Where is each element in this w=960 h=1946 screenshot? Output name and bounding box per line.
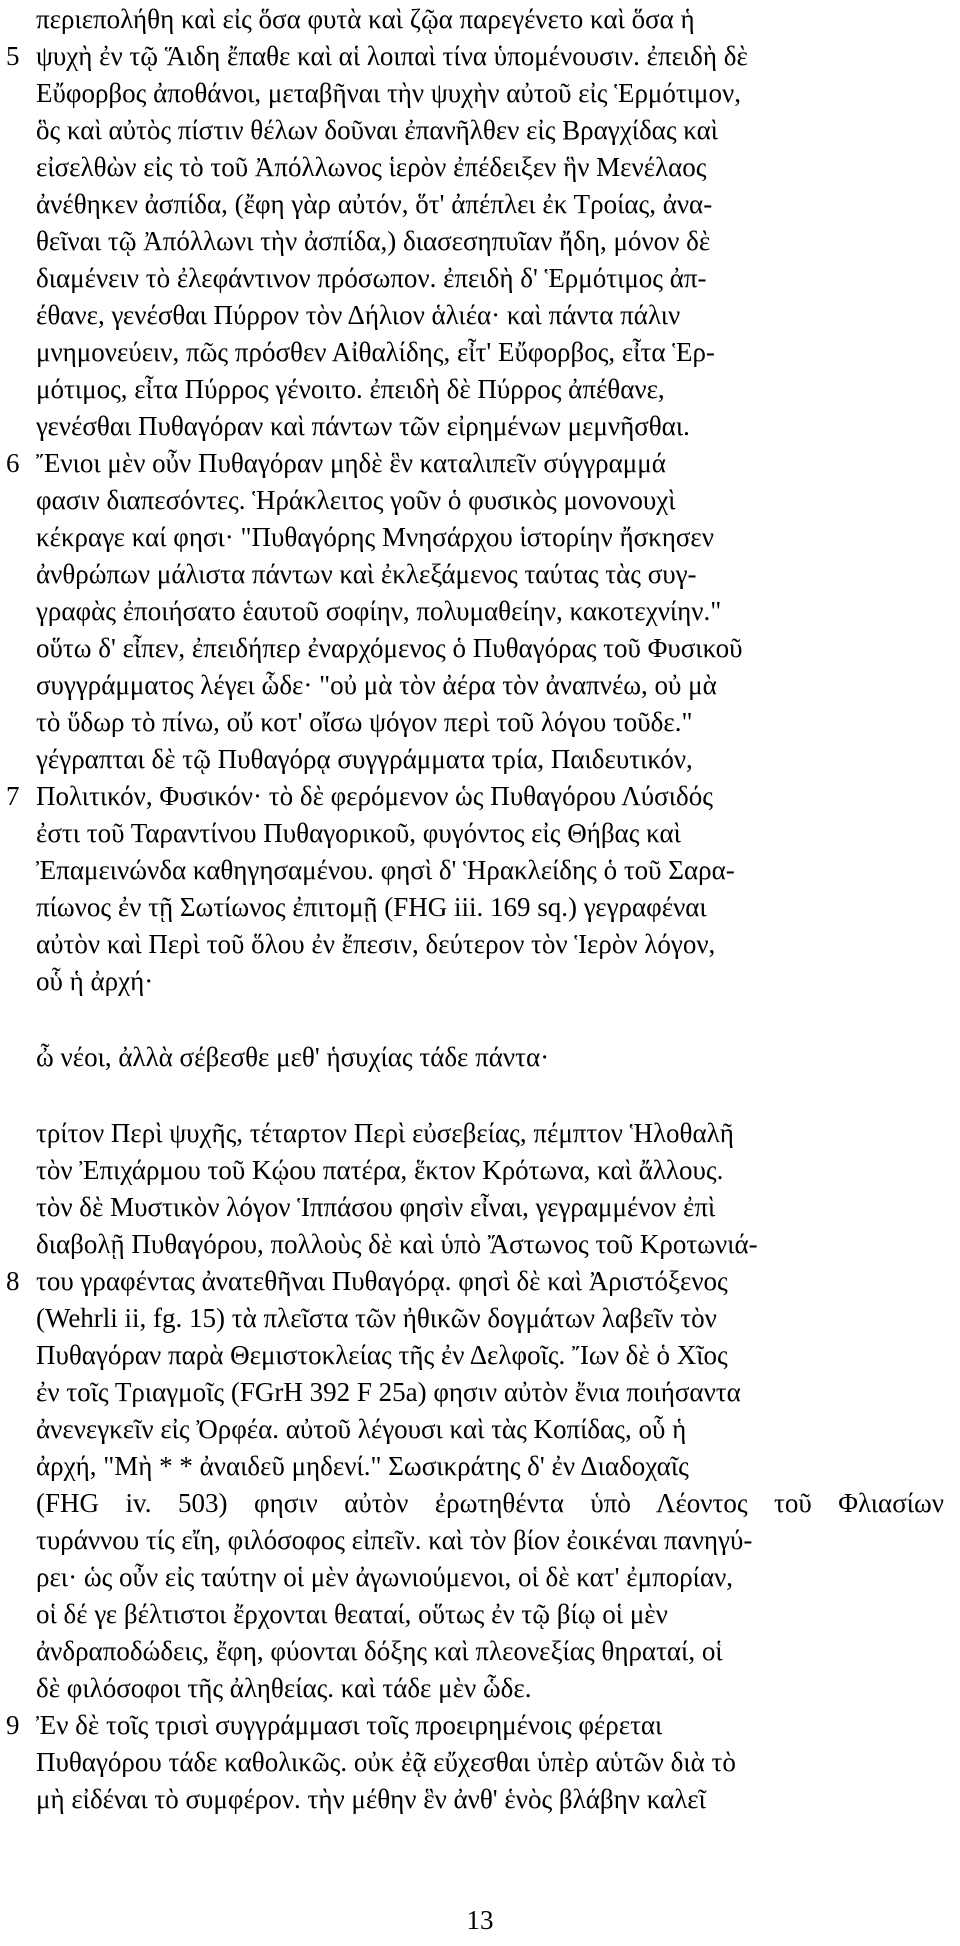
line-text: γενέσθαι Πυθαγόραν καὶ πάντων τῶν εἰρημένων μεμνῆσθαι. (36, 411, 690, 441)
line-text: εἰσελθὼν εἰς τὸ τοῦ Ἀπόλλωνος ἱερὸν ἐπέδειξεν ἣν Μενέλαος (36, 152, 707, 182)
text-line (36, 333, 956, 371)
text-line (36, 1484, 956, 1522)
line-text: ἀνθρώπων μάλιστα πάντων καὶ ἐκλεξάμενος ταύτας τὰς συγ- (36, 559, 697, 589)
line-text: του γραφέντας ἀνατεθῆναι Πυθαγόρᾳ. φησὶ δὲ καὶ Ἀριστόξενος (36, 1266, 728, 1296)
line-text: Ἐπαμεινώνδα καθηγησαμένου. φησὶ δ' Ἡρακλείδης ὁ τοῦ Σαρα- (36, 855, 735, 885)
text-line (36, 814, 956, 852)
text-line (36, 1336, 956, 1374)
text-line (36, 740, 956, 778)
text-line (6, 1262, 956, 1300)
text-line (36, 1780, 956, 1818)
text-line (36, 74, 956, 112)
line-text: οὕτω δ' εἶπεν, ἐπειδήπερ ἐναρχόμενος ὁ Πυθαγόρας τοῦ Φυσικοῦ (36, 633, 743, 663)
text-line (6, 1706, 956, 1744)
text-line (36, 1595, 956, 1633)
section-number: 6 (6, 448, 20, 478)
text-line (36, 0, 956, 38)
text-line (6, 444, 956, 482)
text-line (36, 666, 956, 704)
line-text: Εὔφορβος ἀποθάνοι, μεταβῆναι τὴν ψυχὴν αὐτοῦ εἰς Ἑρμότιμον, (36, 78, 741, 108)
text-line (6, 37, 956, 75)
line-text: (Wehrli ii, fg. 15) τὰ πλεῖστα τῶν ἠθικῶν δογμάτων λαβεῖν τὸν (36, 1303, 717, 1333)
line-text: μὴ εἰδέναι τὸ συμφέρον. τὴν μέθην ἓν ἀνθ' ἑνὸς βλάβην καλεῖ (36, 1784, 706, 1814)
text-line (36, 629, 956, 667)
line-text: διαμένειν τὸ ἐλεφάντινον πρόσωπον. ἐπειδὴ δ' Ἑρμότιμος ἀπ- (36, 263, 707, 293)
text-line (36, 1151, 956, 1189)
text-line (36, 296, 956, 334)
verse-line (36, 1038, 956, 1076)
text-line (36, 925, 956, 963)
section-number: 7 (6, 781, 20, 811)
text-line (36, 111, 956, 149)
text-line (36, 1410, 956, 1448)
text-line (36, 1632, 956, 1670)
line-text: Πολιτικόν, Φυσικόν· τὸ δὲ φερόμενον ὡς Πυθαγόρου Λύσιδός (36, 781, 713, 811)
line-text: περιεπολήθη καὶ εἰς ὅσα φυτὰ καὶ ζῷα παρεγένετο καὶ ὅσα ἡ (36, 4, 695, 34)
text-line (36, 1447, 956, 1485)
line-text: ἀνενεγκεῖν εἰς Ὀρφέα. αὐτοῦ λέγουσι καὶ τὰς Κοπίδας, οὗ ἡ (36, 1414, 687, 1444)
line-text: συγγράμματος λέγει ὧδε· "οὐ μὰ τὸν ἀέρα τὸν ἀναπνέω, οὐ μὰ (36, 670, 717, 700)
text-line (36, 1669, 956, 1707)
text-line (36, 851, 956, 889)
text-line (36, 1743, 956, 1781)
page-number: 13 (466, 1905, 494, 1935)
line-text: φασιν διαπεσόντες. Ἡράκλειτος γοῦν ὁ φυσικὸς μονονουχὶ (36, 485, 676, 515)
line-text: ρει· ὡς οὖν εἰς ταύτην οἱ μὲν ἀγωνιούμενοι, οἱ δὲ κατ' ἐμπορίαν, (36, 1562, 734, 1592)
text-line (36, 148, 956, 186)
text-line (36, 407, 956, 445)
line-text: ἀνδραποδώδεις, ἔφη, φύονται δόξης καὶ πλεονεξίας θηραταί, οἱ (36, 1636, 723, 1666)
text-line (36, 592, 956, 630)
line-text: Πυθαγόραν παρὰ Θεμιστοκλείας τῆς ἐν Δελφοῖς. Ἴων δὲ ὁ Χῖος (36, 1340, 728, 1370)
line-text: τὸν Ἐπιχάρμου τοῦ Κῴου πατέρα, ἕκτον Κρότωνα, καὶ ἄλλους. (36, 1155, 724, 1185)
text-line (36, 370, 956, 408)
line-text: διαβολῇ Πυθαγόρου, πολλοὺς δὲ καὶ ὑπὸ Ἄστωνος τοῦ Κροτωνιά- (36, 1229, 758, 1259)
line-text: τὸ ὕδωρ τὸ πίνω, οὔ κοτ' οἴσω ψόγον περὶ τοῦ λόγου τοῦδε." (36, 707, 693, 737)
line-text: πίωνος ἐν τῇ Σωτίωνος ἐπιτομῇ (FHG iii. 169 sq.) γεγραφέναι (36, 892, 707, 922)
text-line (36, 962, 956, 1000)
line-text: Πυθαγόρου τάδε καθολικῶς. οὐκ ἐᾷ εὔχεσθαι ὑπὲρ αὑτῶν διὰ τὸ (36, 1747, 736, 1777)
line-text: ψυχὴ ἐν τῷ Ἅιδη ἔπαθε καὶ αἱ λοιπαὶ τίνα ὑπομένουσιν. ἐπειδὴ δὲ (36, 41, 748, 71)
line-text: ὦ νέοι, ἀλλὰ σέβεσθε μεθ' ἡσυχίας τάδε πάντα· (36, 1042, 550, 1072)
line-text: έθανε, γενέσθαι Πύρρον τὸν Δήλιον ἁλιέα· καὶ πάντα πάλιν (36, 300, 681, 330)
text-line (36, 185, 956, 223)
text-line (36, 1114, 956, 1152)
text-line (36, 481, 956, 519)
line-text: οἱ δέ γε βέλτιστοι ἔρχονται θεαταί, οὕτως ἐν τῷ βίῳ οἱ μὲν (36, 1599, 668, 1629)
line-text: οὗ ἡ ἀρχή· (36, 966, 154, 996)
text-line (36, 518, 956, 556)
line-text: τὸν δὲ Μυστικὸν λόγον Ἱππάσου φησὶν εἶναι, γεγραμμένον ἐπὶ (36, 1192, 716, 1222)
text-line (36, 259, 956, 297)
line-text: κέκραγε καί φησι· "Πυθαγόρης Μνησάρχου ἱστορίην ἤσκησεν (36, 522, 714, 552)
text-line (36, 888, 956, 926)
line-text: αὐτὸν καὶ Περὶ τοῦ ὅλου ἐν ἔπεσιν, δεύτερον τὸν Ἱερὸν λόγον, (36, 929, 716, 959)
text-line (36, 703, 956, 741)
text-line (36, 1373, 956, 1411)
line-text: τρίτον Περὶ ψυχῆς, τέταρτον Περὶ εὐσεβείας, πέμπτον Ἡλοθαλῆ (36, 1118, 734, 1148)
text-line (36, 1188, 956, 1226)
line-text: Ἔνιοι μὲν οὖν Πυθαγόραν μηδὲ ἓν καταλιπεῖν σύγγραμμά (36, 448, 666, 478)
line-text: μνημονεύειν, πῶς πρόσθεν Αἰθαλίδης, εἶτ' Εὔφορβος, εἶτα Ἑρ- (36, 337, 715, 367)
line-text: Ἐν δὲ τοῖς τρισὶ συγγράμμασι τοῖς προειρημένοις φέρεται (36, 1710, 663, 1740)
section-number: 5 (6, 41, 20, 71)
line-text: δὲ φιλόσοφοι τῆς ἀληθείας. καὶ τάδε μὲν ὧδε. (36, 1673, 532, 1703)
text-line (36, 222, 956, 260)
text-line (36, 1558, 956, 1596)
line-text: γραφὰς ἐποιήσατο ἑαυτοῦ σοφίην, πολυμαθείην, κακοτεχνίην." (36, 596, 722, 626)
line-text: ὃς καὶ αὐτὸς πίστιν θέλων δοῦναι ἐπανῆλθεν εἰς Βραγχίδας καὶ (36, 115, 719, 145)
text-line (36, 1299, 956, 1337)
line-text: ἀρχή, "Μὴ * * ἀναιδεῦ μηδενί." Σωσικράτης δ' ἐν Διαδοχαῖς (36, 1451, 689, 1481)
line-text: ἐν τοῖς Τριαγμοῖς (FGrH 392 F 25a) φησιν αὐτὸν ἔνια ποιήσαντα (36, 1377, 741, 1407)
line-text: τυράννου τίς εἴη, φιλόσοφος εἰπεῖν. καὶ τὸν βίον ἐοικέναι πανηγύ- (36, 1525, 753, 1555)
text-line (6, 777, 956, 815)
text-line (36, 555, 956, 593)
line-text: θεῖναι τῷ Ἀπόλλωνι τὴν ἀσπίδα,) διασεσηπυῖαν ἤδη, μόνον δὲ (36, 226, 711, 256)
line-text: γέγραπται δὲ τῷ Πυθαγόρᾳ συγγράμματα τρία, Παιδευτικόν, (36, 744, 693, 774)
text-line (36, 1225, 956, 1263)
section-number: 9 (6, 1710, 20, 1740)
section-number: 8 (6, 1266, 20, 1296)
text-line (36, 1521, 956, 1559)
line-text: ἀνέθηκεν ἀσπίδα, (ἔφη γὰρ αὐτόν, ὅτ' ἀπέπλει ἐκ Τροίας, ἀνα- (36, 189, 713, 219)
line-text: μότιμος, εἶτα Πύρρος γένοιτο. ἐπειδὴ δὲ Πύρρος ἀπέθανε, (36, 374, 665, 404)
line-text: (FHG iv. 503) φησιν αὐτὸν ἐρωτηθέντα ὑπὸ Λέοντος τοῦ Φλιασίων (36, 1488, 944, 1518)
line-text: ἐστι τοῦ Ταραντίνου Πυθαγορικοῦ, φυγόντος εἰς Θήβας καὶ (36, 818, 681, 848)
